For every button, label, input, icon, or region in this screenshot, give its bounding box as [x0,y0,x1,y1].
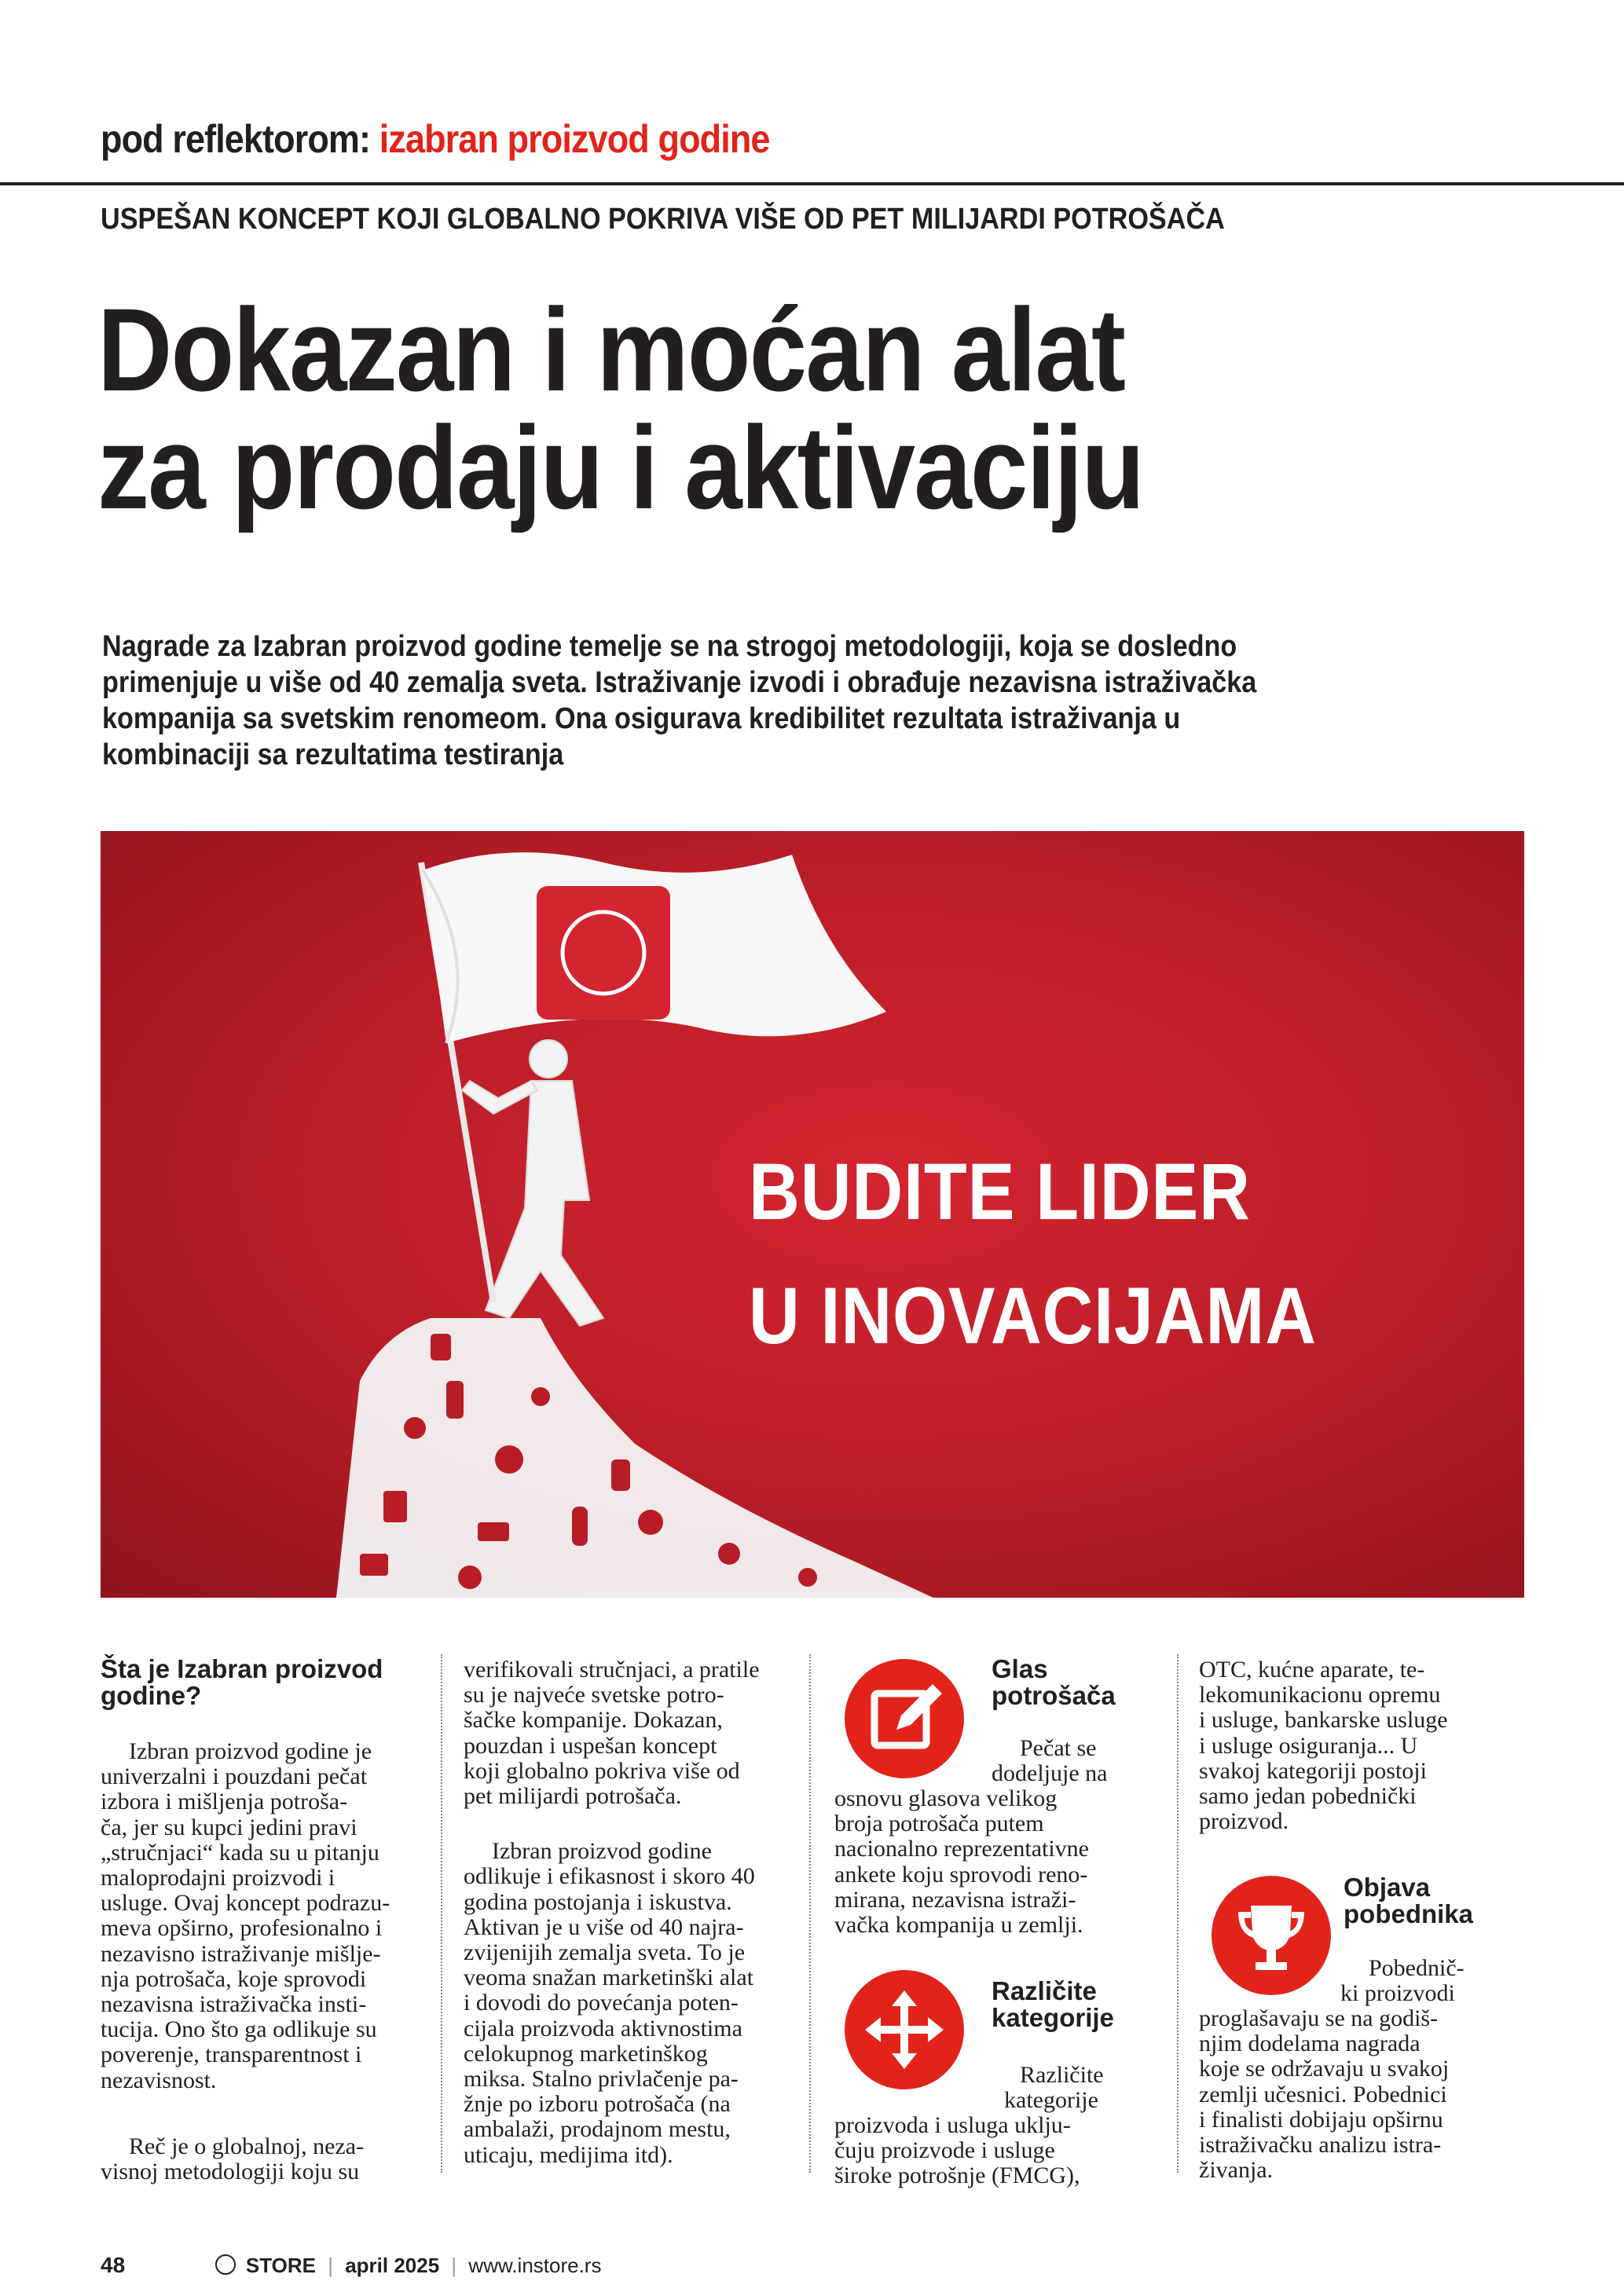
lead-line: kompanija sa svetskim renomeom. Ona osigurava kredibilitet rezultata istraživanja u [102,702,1181,735]
paragraph-start: Pečat se dodeljuje na [992,1735,1108,1787]
issue-date: april 2025 [345,2254,440,2277]
headline-line: za prodaju i aktivaciju [97,401,1144,533]
trophy-icon [1212,1876,1331,1995]
move-arrows-icon [845,1970,964,2089]
subheading: Glas potrošača [992,1654,1116,1710]
lead-line: kombinaciji sa rezultatima testiranja [102,738,564,771]
section-prefix: pod reflektorom: [101,117,371,161]
column-divider [1177,1654,1179,2173]
headline-line: Dokazan i moćan alat [97,284,1125,416]
paragraph: OTC, kućne aparate, te- lekomunikacionu opremu i usluge, bankarske usluge i usluge osiguranja... U svakoj kategoriji postoji samo jedan pobednički proizvod. [1199,1657,1448,1835]
paragraph-start: Pobednič- ki proizvodi [1340,1955,1465,2007]
kicker: USPEŠAN KONCEPT KOJI GLOBALNO POKRIVA VIŠE OD PET MILIJARDI POTROŠAČA [101,203,1225,236]
page-footer: 48 STORE | april 2025 | www.instore.rs [101,2253,602,2277]
subheading: Različite kategorije [992,1976,1114,2032]
website-link[interactable]: www.instore.rs [468,2254,602,2277]
column-divider [441,1654,442,2173]
hero-slogan-line: BUDITE LIDER [749,1147,1251,1236]
column-divider [809,1654,811,2173]
column-1: Šta je Izabran proizvod godine? Izbran proizvod godine je univerzalni i pouzdani pečat izbora i mišljenja potroša- ča, jer su kupci jedini pravi „stručnjaci“ kada su u pitanju maloprodajni proizvodi i usluge. Ovaj koncept podrazu- meva opširno, profesionalno i nezavisno istraživanje mišlje- nja potrošača, koje sprovodi nezavisna istraživačka insti- tucija. Ono što ga odlikuje su poverenje, transparentnost i nezavisnost. Reč je o globalnoj, neza- visnoj metodologiji koju su [101,1656,431,2184]
header-rule [0,182,1624,185]
hero-slogan-line: U INOVACIJAMA [749,1271,1317,1360]
column-2: verifikovali stručnjaci, a pratile su je najveće svetske potro- šačke kompanije. Dokazan, pouzdan i uspešan koncept koji globalno pokriva više od pet milijardi potrošača. Izbran proizvod godine odlikuje i efikasnost i skoro 40 godina postojanja i iskustva. Aktivan je u više od 40 najra- zvijenijih zemalja sveta. To je veoma snažan marketinški alat i dovodi do povećanja poten- cijala proizvoda aktivnostima celokupnog marketinškog miksa. Stalno privlačenje pa- žnje po izboru potrošača (na ambalaži, prodajnom mestu, uticaju, medijima itd). [464,1657,760,2168]
brand-name: STORE [245,2254,316,2277]
hero-slogan [749,1130,1317,1378]
section-topic: izabran proizvod godine [379,117,770,161]
lead-line: Nagrade za Izabran proizvod godine temelje se na strogoj metodologiji, koja se dosledno [102,630,1237,663]
hero-image [101,831,1524,1598]
lead-line: primenjuje u više od 40 zemalja sveta. Istraživanje izvodi i obrađuje nezavisna istraživačka [102,666,1257,699]
paragraph: proizvoda i usluga uklju- čuju proizvode i usluge široke potrošnje (FMCG), [834,2112,1080,2189]
lead-paragraph [102,628,1446,773]
paragraph: proglašavaju se na godiš- njim dodelama nagrada koje se održavaju u svakoj zemlji učesnici. Pobednici i finalisti dobijaju opširnu istraživačku analizu istra- živanja. [1199,2005,1450,2184]
edit-icon [845,1659,964,1778]
headline [97,284,1425,533]
page-number: 48 [101,2253,126,2277]
subheading: Šta je Izabran proizvod godine? [101,1654,383,1710]
section-label [101,116,770,162]
paragraph: osnovu glasova velikog broja potrošača putem nacionalno reprezentativne ankete koju sprovodi reno- mirana, nezavisna istraži- vačka kompanija u zemlji. [834,1785,1089,1939]
paragraph-start: Različite kategorije [1004,2062,1104,2114]
subheading: Objava pobednika [1344,1873,1474,1928]
brand-logo-icon [215,2254,236,2275]
